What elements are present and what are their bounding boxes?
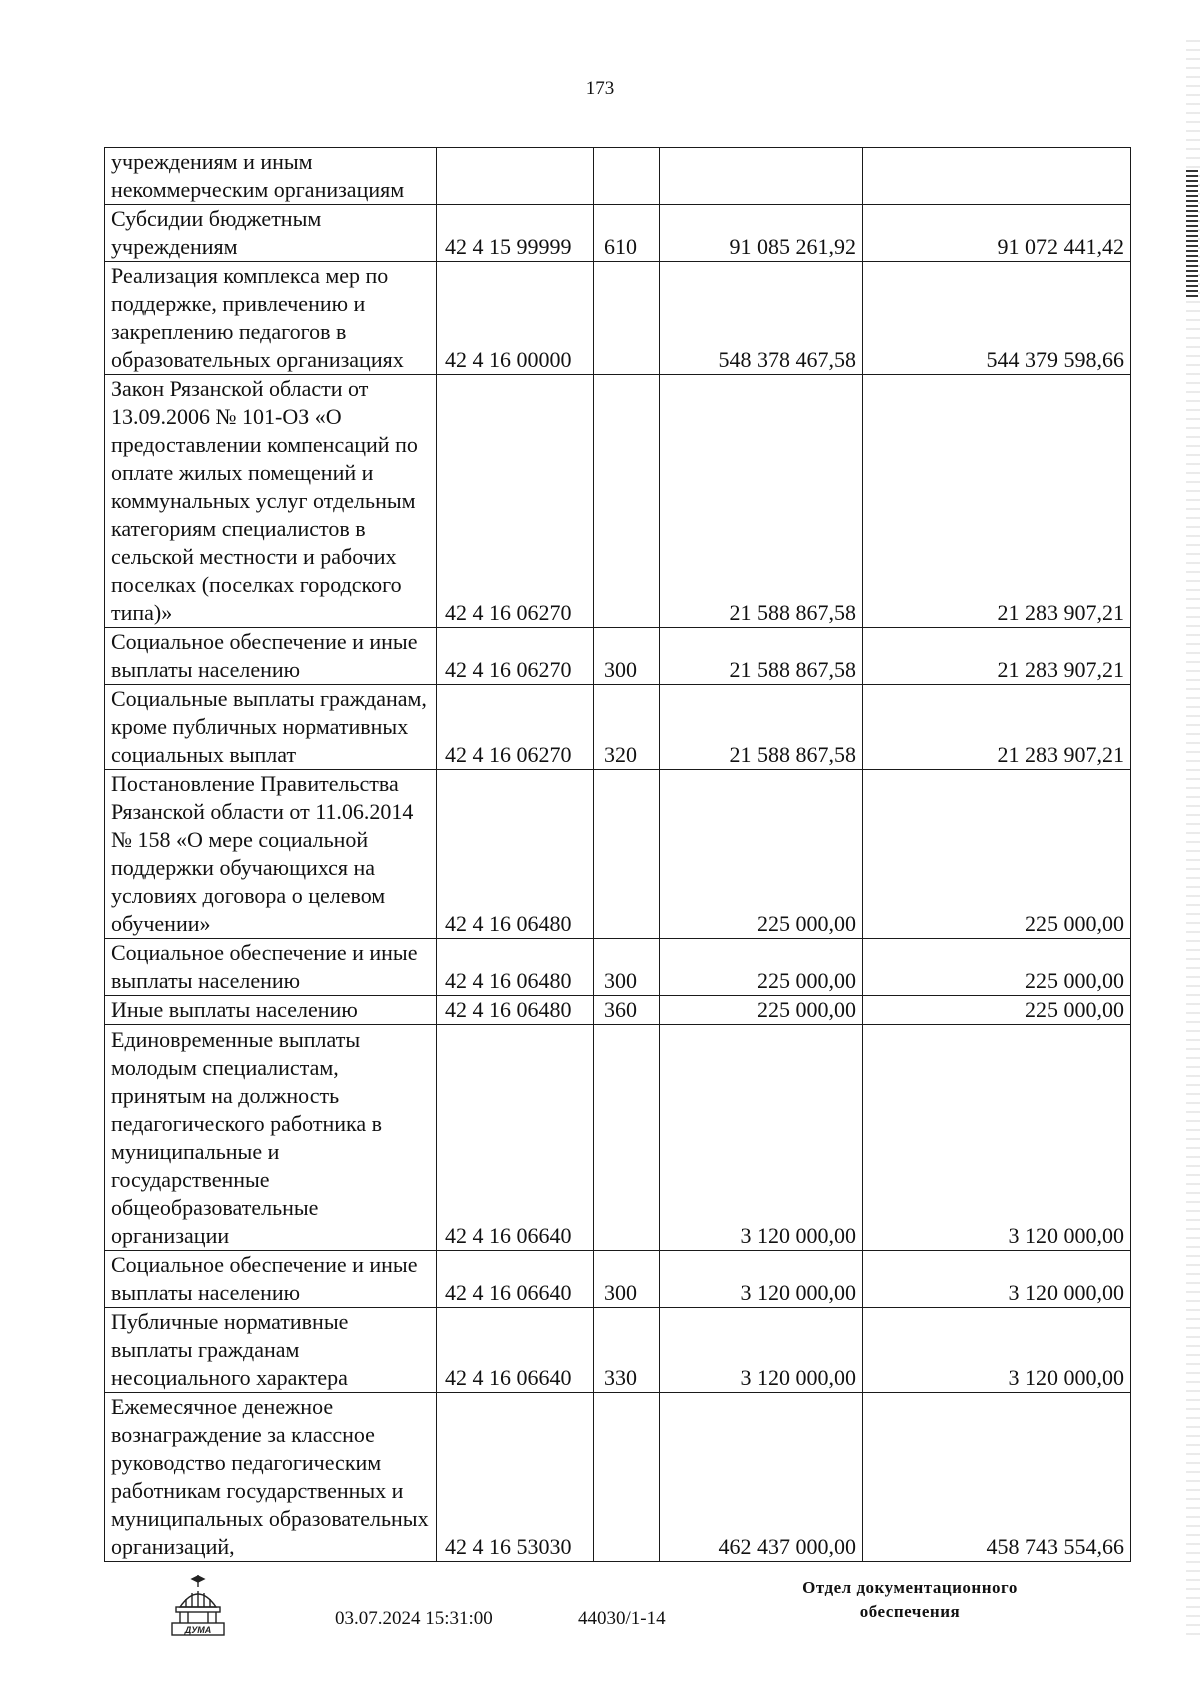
table-row [105,205,1131,262]
row-sum-executed: 3 120 000,00 [863,1025,1131,1251]
row-sum-approved: 21 588 867,58 [660,628,863,685]
page-number: 173 [585,78,615,99]
row-sum-approved: 225 000,00 [660,770,863,939]
row-code: 42 4 16 06640 [437,1025,594,1251]
row-sum-executed: 458 743 554,66 [863,1393,1131,1562]
row-sum-approved [660,148,863,205]
row-name: Реализация комплекса мер по поддержке, привлечению и закреплению педагогов в образовательных организациях [105,262,437,375]
row-name: Иные выплаты населению [105,996,437,1025]
row-sum-approved: 225 000,00 [660,996,863,1025]
row-code: 42 4 16 06640 [437,1251,594,1308]
row-sum-approved: 3 120 000,00 [660,1308,863,1393]
table-row [105,770,1131,939]
row-sum-approved: 3 120 000,00 [660,1251,863,1308]
row-sum-approved: 21 588 867,58 [660,685,863,770]
table-row [105,628,1131,685]
row-name: Субсидии бюджетным учреждениям [105,205,437,262]
row-name: Закон Рязанской области от 13.09.2006 № 101-ОЗ «О предоставлении компенсаций по оплате жилых помещений и коммунальных услуг отдельным категориям специалистов в сельской местности и рабочих поселках (поселках городского типа)» [105,375,437,628]
row-code: 42 4 16 06640 [437,1308,594,1393]
row-expense-type [594,1025,660,1251]
row-code: 42 4 16 06480 [437,770,594,939]
row-expense-type: 320 [594,685,660,770]
row-name: Единовременные выплаты молодым специалистам, принятым на должность педагогического работника в муниципальные и государственные общеобразовательные организации [105,1025,437,1251]
row-expense-type: 610 [594,205,660,262]
table-row [105,1308,1131,1393]
row-expense-type: 300 [594,939,660,996]
footer-reg-number: 44030/1-14 [578,1608,666,1629]
row-code [437,148,594,205]
row-name: Социальное обеспечение и иные выплаты населению [105,628,437,685]
row-sum-approved: 462 437 000,00 [660,1393,863,1562]
row-expense-type: 330 [594,1308,660,1393]
row-code: 42 4 16 06480 [437,939,594,996]
row-code: 42 4 16 06270 [437,685,594,770]
row-sum-approved: 21 588 867,58 [660,375,863,628]
footer-datetime: 03.07.2024 15:31:00 [335,1608,493,1629]
row-name: учреждениям и иным некоммерческим организациям [105,148,437,205]
row-sum-executed: 21 283 907,21 [863,685,1131,770]
duma-logo-icon [168,1573,228,1637]
row-sum-executed: 91 072 441,42 [863,205,1131,262]
row-expense-type [594,262,660,375]
table-row [105,996,1131,1025]
scan-barcode-artifact [1186,170,1198,300]
row-name: Социальное обеспечение и иные выплаты населению [105,1251,437,1308]
row-expense-type: 300 [594,628,660,685]
row-sum-executed [863,148,1131,205]
table-row [105,1251,1131,1308]
row-sum-executed: 544 379 598,66 [863,262,1131,375]
table-row [105,685,1131,770]
footer-department: Отдел документационного обеспечения [802,1578,1018,1621]
row-code: 42 4 15 99999 [437,205,594,262]
row-sum-executed: 225 000,00 [863,939,1131,996]
row-sum-approved: 91 085 261,92 [660,205,863,262]
row-sum-executed: 21 283 907,21 [863,375,1131,628]
table-row [105,262,1131,375]
row-name: Публичные нормативные выплаты гражданам несоциального характера [105,1308,437,1393]
table-row [105,375,1131,628]
row-sum-executed: 3 120 000,00 [863,1251,1131,1308]
row-expense-type: 360 [594,996,660,1025]
row-name: Социальные выплаты гражданам, кроме публичных нормативных социальных выплат [105,685,437,770]
row-name: Социальное обеспечение и иные выплаты населению [105,939,437,996]
row-expense-type [594,148,660,205]
row-name: Постановление Правительства Рязанской области от 11.06.2014 № 158 «О мере социальной поддержки обучающихся на условиях договора о целевом обучении» [105,770,437,939]
row-expense-type: 300 [594,1251,660,1308]
table-row [105,939,1131,996]
budget-table [104,147,1131,1562]
row-code: 42 4 16 00000 [437,262,594,375]
row-sum-executed: 3 120 000,00 [863,1308,1131,1393]
row-expense-type [594,1393,660,1562]
row-sum-approved: 548 378 467,58 [660,262,863,375]
row-name: Ежемесячное денежное вознаграждение за классное руководство педагогическим работникам государственных и муниципальных образовательных организаций, [105,1393,437,1562]
table-row [105,1393,1131,1562]
row-sum-approved: 3 120 000,00 [660,1025,863,1251]
row-expense-type [594,770,660,939]
row-sum-executed: 21 283 907,21 [863,628,1131,685]
row-code: 42 4 16 06480 [437,996,594,1025]
row-sum-executed: 225 000,00 [863,996,1131,1025]
row-sum-approved: 225 000,00 [660,939,863,996]
table-row [105,148,1131,205]
row-code: 42 4 16 53030 [437,1393,594,1562]
table-row [105,1025,1131,1251]
row-code: 42 4 16 06270 [437,628,594,685]
duma-logo-text: ДУМА [184,1625,212,1635]
row-sum-executed: 225 000,00 [863,770,1131,939]
row-expense-type [594,375,660,628]
row-code: 42 4 16 06270 [437,375,594,628]
